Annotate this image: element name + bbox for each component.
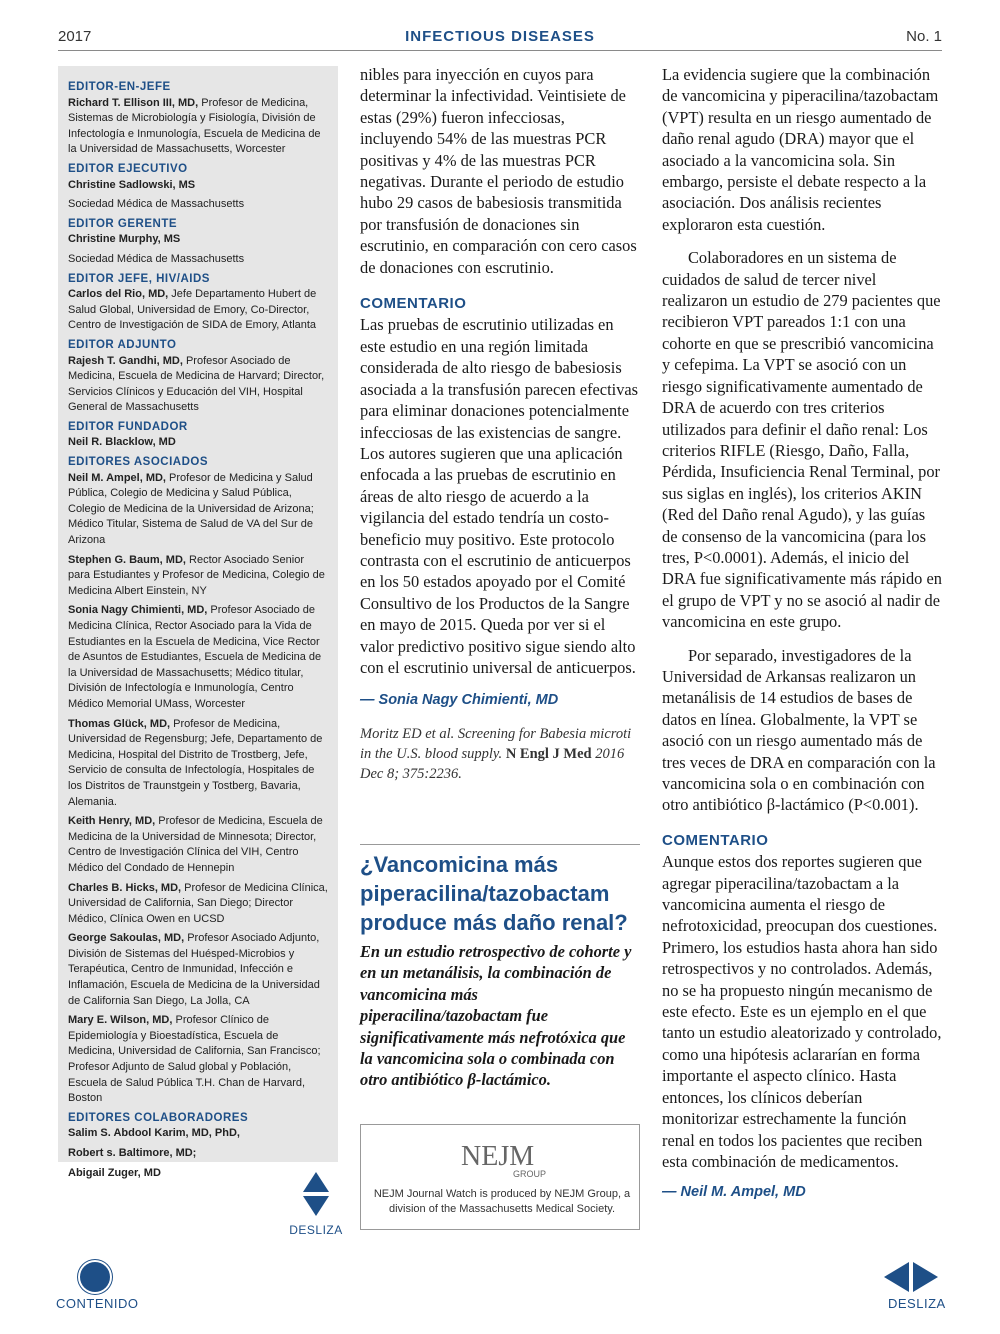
editor-affiliation: Profesor Asociado de Medicina, Escuela de Medicina de Harvard; Director, Servicios Clínicos y Educación del VIH, Hospital General de Massachusetts <box>68 354 325 414</box>
header-year: 2017 <box>58 28 92 45</box>
editor-entry <box>68 96 328 158</box>
editor-entry <box>68 1146 328 1162</box>
editor-entry <box>68 435 328 451</box>
editor-name: Richard T. Ellison III, MD, <box>68 96 199 109</box>
editorial-board-list <box>58 66 338 1181</box>
editor-name: Neil M. Ampel, MD, <box>68 471 166 484</box>
editor-entry <box>68 1013 328 1107</box>
editor-name: Thomas Glück, MD, <box>68 717 171 730</box>
editor-name: Christine Sadlowski, MS <box>68 178 196 191</box>
editor-name: Neil R. Blacklow, MD <box>68 436 176 449</box>
contents-label: CONTENIDO <box>56 1296 139 1311</box>
editor-name: Charles B. Hicks, MD, <box>68 881 182 894</box>
citation-text: Moritz ED et al. Screening for Babesia microti in the U.S. blood supply. <box>360 725 632 762</box>
panel-section-heading: EDITOR ADJUNTO <box>68 338 177 351</box>
editor-name: Sonia Nagy Chimienti, MD, <box>68 604 208 617</box>
editor-entry <box>68 287 328 334</box>
panel-section-heading: EDITOR-EN-JEFE <box>68 81 171 93</box>
article-header <box>360 850 640 1091</box>
contents-icon <box>80 1262 110 1292</box>
editor-entry <box>68 354 328 416</box>
scroll-arrows-icon <box>303 1172 329 1216</box>
body-paragraph: Por separado, investigadores de la Universidad de Arkansas realizaron un metanálisis de 14 estudios de bases de datos en línea. Globalmente, la VPT se asoció con un riesgo aumentado más de tres veces de DRA en comparación con la vancomicina sola o en combinación con otro antibiótico β-lactámico (P<0.001). <box>662 645 936 815</box>
editor-affiliation: Profesor de Medicina Clínica, Universidad de California, San Diego; Director Médico, Clínica Owen en UCSD <box>68 881 328 925</box>
editor-affiliation: Profesor Asociado Adjunto, División de Sistemas del Huésped-Microbios y Terapéutica, Centro de Inmunidad, Infección e Inflamación, Escuela de Medicina de la Universidad de California San Diego, La Jolla, CA <box>68 932 320 1007</box>
editorial-board-panel[interactable] <box>58 66 338 1179</box>
article-lead: En un estudio retrospectivo de cohorte y en un metanálisis, la combinación de vancomicina más piperacilina/tazobactam fue significativamente más nefrotóxica que la vancomicina sola o combinada con otro antibiótico β-lactámico. <box>360 942 632 1090</box>
editor-affiliation: Rector Asociado Senior para Estudiantes y Profesor de Medicina, Colegio de Medicina Albert Einstein, NY <box>68 553 325 597</box>
editor-name: Robert s. Baltimore, MD; <box>68 1147 197 1159</box>
editor-name: Mary E. Wilson, MD, <box>68 1014 173 1027</box>
panel-section-heading: EDITOR JEFE, HIV/AIDS <box>68 272 210 285</box>
scroll-label: DESLIZA <box>289 1223 343 1237</box>
editor-entry <box>68 717 328 811</box>
editor-affiliation: Profesor Clínico de Epidemiología y Bioestadística, Escuela de Medicina, Universidad de California, San Francisco; Profesor Adjunto de Salud global y Población, Escuela de Salud Pública T.H. Chan de Harvard, Boston <box>68 1014 321 1105</box>
editor-entry <box>68 814 328 876</box>
author-signature: — Sonia Nagy Chimienti, MD <box>360 692 559 709</box>
citation-journal: N Engl J Med <box>505 745 592 762</box>
article-column-left <box>360 64 640 784</box>
scroll-panel-button[interactable] <box>286 1172 346 1237</box>
header-issue: No. 1 <box>906 28 942 45</box>
editor-entry <box>68 1126 328 1142</box>
editor-name: Stephen G. Baum, MD, <box>68 553 186 566</box>
header-rule <box>58 50 942 51</box>
editor-name: Carlos del Rio, MD, <box>68 288 169 301</box>
body-paragraph: Colaboradores en un sistema de cuidados de salud de tercer nivel realizaron un estudio de 279 pacientes que recibieron VPT pareados 1:1 con una cohorte en que se prescribió vancomicina y cefepima. La VPT se asoció con un riesgo significativamente aumentado de DRA de acuerdo con tres criterios utilizados para definir el daño renal: Los criterios RIFLE (Riesgo, Daño, Falla, Pérdida, Insuficiencia Renal Terminal, por sus siglas en inglés), los criterios AKIN (Red del Daño renal Agudo), y las guías de consenso de la vancomicina (para los tres, P<0.0001). Además, el inicio del DRA fue significativamente más rápido en el grupo de VPT y no se asoció al nadir de vancomicina en este grupo. <box>662 248 942 632</box>
header-title: INFECTIOUS DISEASES <box>405 28 595 45</box>
nejm-logo-group: GROUP <box>513 1169 547 1179</box>
comment-heading: COMENTARIO <box>360 295 467 313</box>
next-label: DESLIZA <box>888 1296 946 1311</box>
author-signature: — Neil M. Ampel, MD <box>662 1184 806 1201</box>
editor-name: Rajesh T. Gandhi, MD, <box>68 354 183 367</box>
editor-organization: Sociedad Médica de Massachusetts <box>68 252 245 265</box>
body-paragraph: La evidencia sugiere que la combinación de vancomicina y piperacilina/tazobactam (VPT) resulta en un riesgo aumentado de daño renal agudo (DRA) mayor que el asociado a la vancomicina sola. Sin embargo, persiste el debate respecto a la asociación. Dos análisis recientes exploraron esta cuestión. <box>662 65 939 234</box>
editor-entry <box>68 553 328 600</box>
editor-affiliation: Profesor de Medicina, Sistemas de Microbiología y Fisiología, División de Infectología e Inmunología, Escuela de Medicina de la Universidad de Massachusetts, Worcester <box>68 96 321 156</box>
citation-details: 2016 Dec 8; 375:2236. <box>360 745 625 782</box>
comment-heading: COMENTARIO <box>662 831 769 849</box>
editor-name: Abigail Zuger, MD <box>68 1166 161 1179</box>
article-column-right <box>662 64 942 1204</box>
panel-section-heading: EDITOR FUNDADOR <box>68 420 188 433</box>
editor-entry <box>68 603 328 712</box>
editor-affiliation: Profesor de Medicina, Universidad de Regensburg; Jefe, Departamento de Medicina, Hospital del Distrito de Trostberg, Jefe, Servicio de consulta de Infectología, Hospitales de los Distritos de Traunstgein y Tostberg, Bavaria, Alemania. <box>68 717 323 808</box>
editor-name: Keith Henry, MD, <box>68 815 156 828</box>
editor-name: Christine Murphy, MS <box>68 233 181 246</box>
editor-affiliation: Profesor de Medicina, Escuela de Medicina de la Universidad de Minnesota; Director, Centro de Investigación Clínica del VIH, Centro Médico del Condado de Hennepin <box>68 815 323 874</box>
editor-entry <box>68 232 328 248</box>
panel-section-heading: EDITOR EJECUTIVO <box>68 162 188 175</box>
editor-entry <box>68 471 328 549</box>
editor-name: Salim S. Abdool Karim, MD, PhD, <box>68 1127 240 1140</box>
panel-section-heading: EDITORES ASOCIADOS <box>68 456 208 469</box>
comment-paragraph: Las pruebas de escrutinio utilizadas en este estudio en una región limitada considerada de alto riesgo de babesiosis asociada a la transfusión parecen efectivas para eliminar donaciones potencialmente infecciosas de las existencias de sangre. Los autores sugieren que una aplicación enfocada a las pruebas de escrutinio en áreas de alto riesgo de acuerdo a la vigilancia del estado tendría un costo-beneficio muy positivo. Este protocolo contrasta con el escrutinio de anticuerpos en los 50 estados apoyado por el Comité Consultivo de los Productos de la Sangre en mayo de 2015. Queda por ver si el valor predictivo positivo sigue siendo alto con el escrutinio universal de anticuerpos. <box>360 315 639 677</box>
article-divider <box>360 844 640 845</box>
page-arrows-icon <box>880 1262 942 1292</box>
article-title: ¿Vancomicina más piperacilina/tazobactam produce más daño renal? <box>360 852 628 935</box>
editor-affiliation: Profesor Asociado de Medicina Clínica, Rector Asociado para la Vida de Estudiantes en la Escuela de Medicina, Vice Rector de Asuntos de Estudiantes, Escuela de Medicina de la Universidad de Massachusetts; Médico titular, División de Infectología e Inmunología, Centro Médico Memorial UMass, Worcester <box>68 604 322 710</box>
editor-entry <box>68 931 328 1009</box>
panel-section-heading: EDITOR GERENTE <box>68 217 178 230</box>
comment-paragraph: Aunque estos dos reportes sugieren que agregar piperacilina/tazobactam a la vancomicina aumenta el riesgo de nefrotoxicidad, preocupan dos cuestiones. Primero, los estudios hasta ahora han sido retrospectivos y no controlados. Además, no se ha propuesto ningún mecanismo de este efecto. Este es un ejemplo en el que tanto un estudio aleatorizado y controlado, como una hipótesis aclararían en forma importante el aspecto clínico. Hasta entonces, los clínicos deberían monitorizar estrechamente la función renal en todos los pacientes que reciben esta combinación de medicamentos. <box>662 852 942 1171</box>
page-header <box>58 28 942 50</box>
editor-entry <box>68 881 328 928</box>
body-paragraph: nibles para inyección en cuyos para determinar la infectividad. Veintisiete de estas (29%) fueron infecciosas, incluyendo 54% de las muestras PCR positivas y 4% de las muestras PCR negativas. Durante el periodo de estudio hubo 29 casos de babesiosis transmitida por transfusión de donaciones sin escrutinio, en comparación con cero casos de donaciones con escrutinio. <box>360 65 637 277</box>
next-page-button[interactable] <box>880 1262 946 1311</box>
nejm-logo <box>461 1141 551 1181</box>
editor-affiliation: Profesor de Medicina y Salud Pública, Colegio de Medicina y Salud Pública, Colegio de Medicina de la Universidad de Arizona; Médico Titular, Sistema de Salud de VA del Sur de Arizona <box>68 471 314 547</box>
nejm-description: NEJM Journal Watch is produced by NEJM Group, a division of the Massachusetts Medical Society. <box>373 1188 631 1215</box>
editor-affiliation: Jefe Departamento Hubert de Salud Global, Universidad de Emory, Co-Director, Centro de Investigación de SIDA de Emory, Atlanta <box>68 288 317 332</box>
citation[interactable] <box>360 724 640 784</box>
nejm-group-box <box>360 1124 640 1230</box>
editor-name: George Sakoulas, MD, <box>68 932 185 945</box>
editor-organization: Sociedad Médica de Massachusetts <box>68 198 245 211</box>
panel-section-heading: EDITORES COLABORADORES <box>68 1111 249 1124</box>
nejm-logo-text: NEJM <box>461 1141 535 1172</box>
editor-entry <box>68 178 328 194</box>
